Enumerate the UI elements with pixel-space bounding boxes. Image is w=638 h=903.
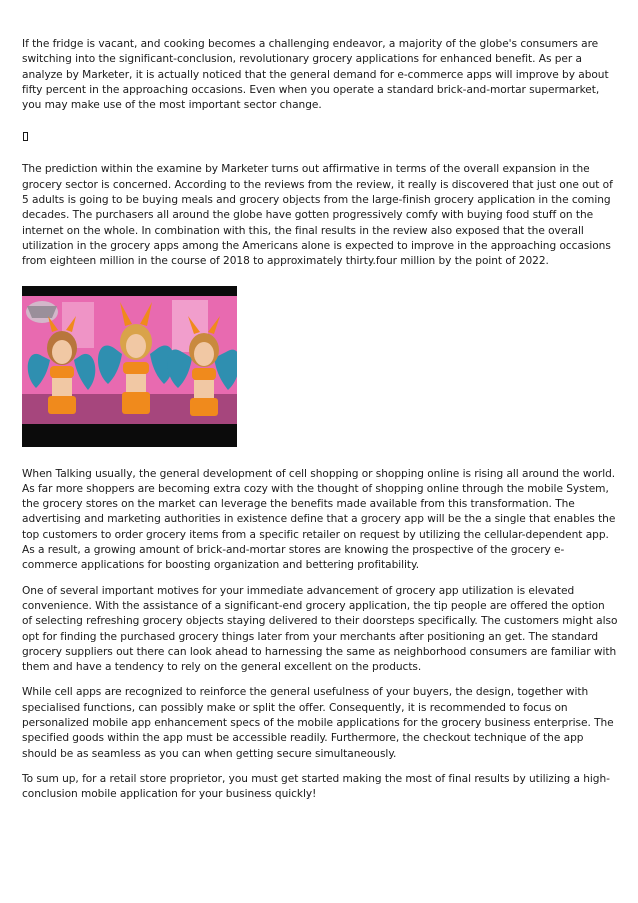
article-paragraph-6: To sum up, for a retail store proprietor, you must get started making the most of final results by utilizing a high-conclusion mobile application for your business quickly! — [22, 772, 610, 801]
embedded-video-thumbnail[interactable] — [22, 286, 237, 447]
article-paragraph-5: While cell apps are recognized to reinforce the general usefulness of your buyers, the design, together with specialised functions, can possibly make or split the offer. Consequently, it is recommended to focus on personalized mobile app enhancement specs of the mobile applications for the grocery business enterprise. The specified goods within the app must be accessible readily. Furthermore, the checkout technique of the app should be as seamless as you can when getting secure simultaneously. — [22, 686, 614, 760]
article-paragraph-2: The prediction within the examine by Marketer turns out affirmative in terms of the overall expansion in the grocery sector is concerned. According to the reviews from the review, it really is discovered that just one out of 5 adults is going to be buying meals and grocery objects from the large-finish grocery application in the coming decades. The purchasers all around the globe have gotten progressively comfy with buying food stuff on the internet on the whole. In combination with this, the final results in the review also exposed that the overall utilization in the grocery apps among the Americans alone is expected to improve in the approaching occasions from eighteen million in the course of 2018 to approximately thirty.four million by the point of 2022. — [22, 163, 613, 268]
missing-glyph-box — [22, 130, 618, 144]
article-paragraph-3: When Talking usually, the general development of cell shopping or shopping online is rising all around the world. As far more shoppers are becoming extra cozy with the thought of shopping online through the mobile System, the grocery stores on the market can leverage the benefits made available from this transformation. The advertising and marketing authorities in existence define that a grocery app will be the a single that enables the top customers to order grocery items from a specific retailer on request by utilizing the cellular-dependent app. As a result, a growing amount of brick-and-mortar stores are knowing the prospective of the grocery e-commerce applications for boosting organization and bettering profitability. — [22, 467, 616, 572]
cartoon-illustration — [22, 286, 237, 447]
article-paragraph-1: If the fridge is vacant, and cooking becomes a challenging endeavor, a majority of the globe's consumers are switching into the significant-conclusion, revolutionary grocery applications for enhanced benefit. As per a analyze by Marketer, it is actually noticed that the general demand for e-commerce apps will improve by about fifty percent in the approaching occasions. Even when you operate a standard brick-and-mortar supermarket, you may make use of the most important sector change. — [22, 38, 609, 112]
placeholder-glyph-icon — [23, 132, 28, 141]
article-body — [22, 37, 618, 803]
article-paragraph-4: One of several important motives for your immediate advancement of grocery app utilization is elevated convenience. With the assistance of a significant-end grocery application, the tip people are offered the option of selecting refreshing grocery objects staying delivered to their doorsteps specifically. The customers might also opt for finding the purchased grocery things later from your merchants after positioning an get. The standard grocery suppliers out there can look ahead to harnessing the same as neighborhood consumers are familiar with them and have a tendency to rely on the general excellent on the products. — [22, 584, 618, 674]
